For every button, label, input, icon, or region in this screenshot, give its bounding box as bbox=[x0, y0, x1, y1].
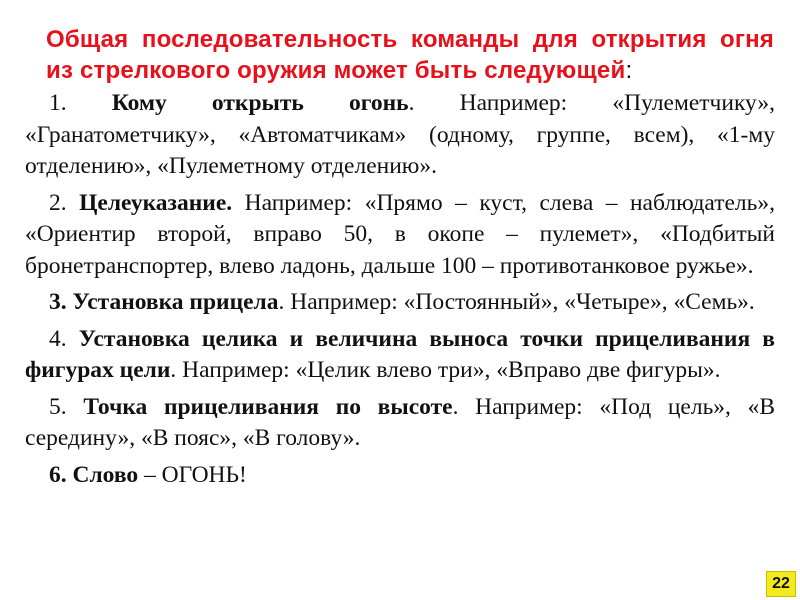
list-item bbox=[25, 460, 775, 492]
item-text: – ОГОНЬ! bbox=[138, 461, 247, 488]
page-number-badge: 22 bbox=[766, 571, 796, 597]
item-title: Установка прицела bbox=[72, 289, 279, 315]
item-text: Например: «Целик влево три», «Вправо две фигуры». bbox=[176, 357, 721, 383]
item-text: Например: «Прямо – куст, слева – наблюдатель», «Ориентир второй, вправо 50, в окопе – пулемет», «Подбитый бронетранспортер, влево ладонь, дальше 100 – противотанковое ружье». bbox=[25, 189, 775, 279]
heading-text: Общая последовательность команды для открытия огня из стрелкового оружия может быть следующей bbox=[46, 26, 774, 84]
item-title-end: . bbox=[170, 357, 177, 383]
item-title-end: . bbox=[278, 289, 285, 315]
item-text: Например: «Пулеметчику», «Гранатометчику», «Автоматчикам» (одному, группе, всем), «1-му отделению», «Пулеметному отделению». bbox=[25, 90, 775, 179]
list-item bbox=[25, 287, 775, 319]
list-item bbox=[25, 392, 775, 455]
list-item bbox=[25, 188, 775, 283]
item-number: 5. bbox=[49, 393, 67, 420]
item-title: Слово bbox=[72, 461, 139, 488]
item-text: Например: «Постоянный», «Четыре», «Семь». bbox=[284, 289, 755, 315]
heading-colon: : bbox=[625, 57, 633, 84]
item-title: Точка прицеливания по высоте bbox=[83, 393, 453, 420]
item-number: 4. bbox=[49, 325, 67, 352]
slide-heading bbox=[46, 24, 774, 86]
item-number: 6. bbox=[49, 461, 67, 488]
item-text: Например: «Под цель», «В середину», «В пояс», «В голову». bbox=[25, 393, 776, 451]
item-title-end: . bbox=[408, 90, 415, 116]
command-list bbox=[25, 88, 775, 491]
item-number: 3. bbox=[49, 289, 67, 315]
item-title: Установка целика и величина выноса точки прицеливания в фигурах цели bbox=[25, 325, 775, 383]
list-item bbox=[25, 88, 775, 183]
item-title: Целеуказание. bbox=[79, 189, 233, 216]
item-number: 2. bbox=[49, 189, 67, 216]
list-item bbox=[25, 324, 775, 387]
item-number: 1. bbox=[49, 90, 67, 116]
item-title-end: . bbox=[452, 393, 459, 420]
item-title: Кому открыть огонь bbox=[111, 90, 409, 116]
